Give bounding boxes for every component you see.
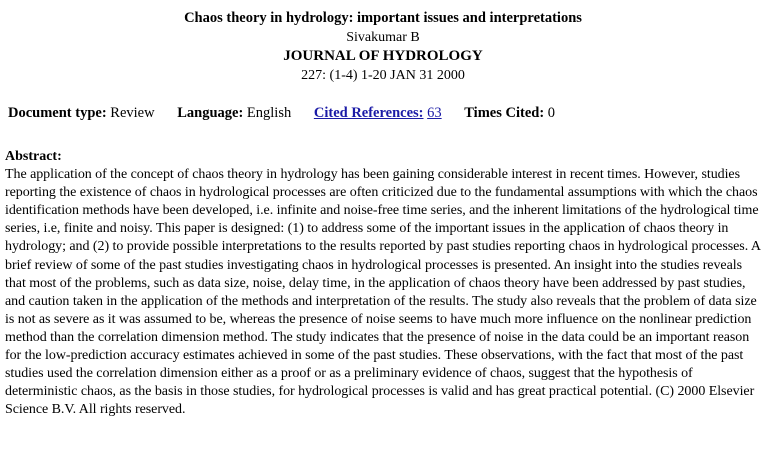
citation-info: 227: (1-4) 1-20 JAN 31 2000 xyxy=(301,68,465,83)
article-author: Sivakumar B xyxy=(346,30,420,45)
times-cited-label: Times Cited: xyxy=(464,105,545,121)
times-cited-value: 0 xyxy=(547,105,556,121)
language-value: English xyxy=(246,105,292,121)
article-title: Chaos theory in hydrology: important issues and interpretations xyxy=(184,10,582,26)
language xyxy=(177,105,291,122)
cited-references-count-link[interactable]: 63 xyxy=(427,105,442,121)
record-header xyxy=(0,0,766,85)
language-label: Language: xyxy=(177,105,244,121)
abstract-label: Abstract: xyxy=(5,149,62,164)
cited-references xyxy=(314,105,442,122)
abstract-text: The application of the concept of chaos theory in hydrology has been gaining considerable interest in recent times. However, studies reporting the existence of chaos in hydrological processes are often criticized due to the fundamental assumptions with which the chaos identification methods have been developed, i.e. infinite and noise-free time series, and the inherent limitations of the hydrological time series, i.e, finite and noisy. This paper is designed: (1) to address some of the important issues in the application of chaos theory in hydrology; and (2) to provide possible interpretations to the results reported by past studies reporting chaos in hydrological processes. A brief review of some of the past studies investigating chaos in hydrological processes is presented. An insight into the studies reveals that most of the problems, such as data size, noise, delay time, in the application of chaos theory have been addressed by past studies, and caution taken in the application of the methods and interpretation of the results. The study also reveals that the problem of data size is not as severe as it was assumed to be, whereas the presence of noise seems to have much more influence on the nonlinear prediction method than the correlation dimension method. The study indicates that the presence of noise in the data could be an important reason for the low-prediction accuracy estimates achieved in some of the past studies. These observations, with the fact that most of the past studies used the correlation dimension either as a proof or as a preliminary evidence of chaos, suggest that the hypothesis of deterministic chaos, as the basis in those studies, for hydrological processes is valid and has great practical potential. (C) 2000 Elsevier Science B.V. All rights reserved. xyxy=(5,167,761,418)
record-meta-row xyxy=(8,105,574,122)
document-type-value: Review xyxy=(110,105,155,121)
document-type xyxy=(8,105,155,122)
abstract-section xyxy=(5,148,763,419)
cited-references-link[interactable]: Cited References: xyxy=(313,105,424,121)
document-type-label: Document type: xyxy=(8,105,107,121)
times-cited xyxy=(464,105,555,122)
journal-name: JOURNAL OF HYDROLOGY xyxy=(283,48,483,64)
